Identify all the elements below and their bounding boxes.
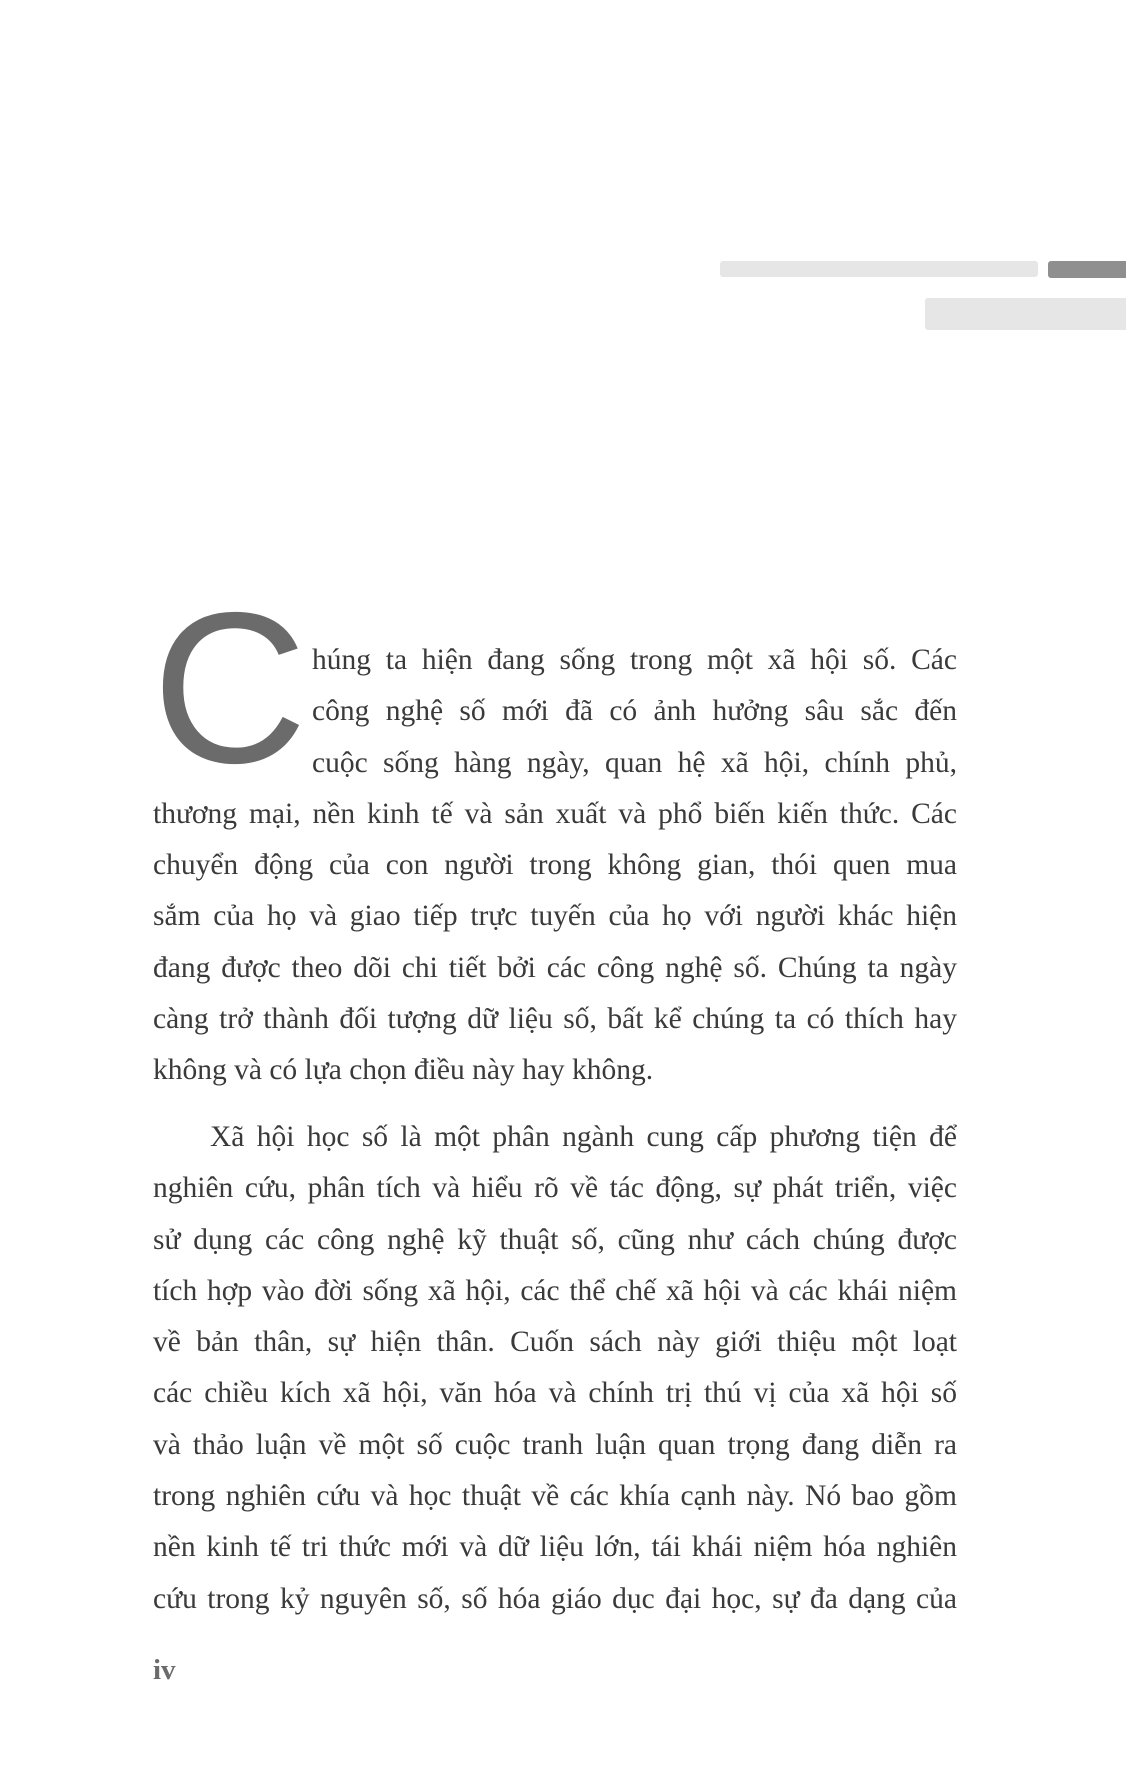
paragraph-line: và thảo luận về một số cuộc tranh luận quan trọng đang diễn ra [153, 1428, 957, 1461]
paragraph-line: càng trở thành đối tượng dữ liệu số, bất kể chúng ta có thích hay [153, 1003, 957, 1036]
paragraph-line: nền kinh tế tri thức mới và dữ liệu lớn, tái khái niệm hóa nghiên [153, 1531, 957, 1564]
paragraph-line: các chiều kích xã hội, văn hóa và chính trị thú vị của xã hội số [153, 1377, 957, 1410]
paragraph-line: cuộc sống hàng ngày, quan hệ xã hội, chính phủ, [312, 746, 957, 779]
page-number: iv [153, 1654, 176, 1686]
paragraph-line: không và có lựa chọn điều này hay không. [153, 1054, 654, 1087]
paragraph-line: công nghệ số mới đã có ảnh hưởng sâu sắc đến [312, 695, 957, 728]
decorative-bar-light-lower [925, 298, 1126, 330]
decorative-bar-light [720, 261, 1038, 277]
paragraph-line: về bản thân, sự hiện thân. Cuốn sách này giới thiệu một loạt [153, 1326, 957, 1359]
paragraph-line: húng ta hiện đang sống trong một xã hội số. Các [312, 644, 957, 676]
paragraph-line: sử dụng các công nghệ kỹ thuật số, cũng như cách chúng được [153, 1223, 957, 1256]
dropcap-letter: C [152, 567, 308, 808]
paragraph-line: thương mại, nền kinh tế và sản xuất và phổ biến kiến thức. Các [153, 797, 957, 830]
decorative-bar-dark [1048, 261, 1126, 278]
paragraph-line: đang được theo dõi chi tiết bởi các công nghệ số. Chúng ta ngày [153, 951, 957, 984]
paragraph-line: nghiên cứu, phân tích và hiểu rõ về tác động, sự phát triển, việc [153, 1172, 957, 1205]
paragraph-1 [153, 635, 957, 1097]
paragraph-line: trong nghiên cứu và học thuật về các khía cạnh này. Nó bao gồm [153, 1480, 957, 1513]
paragraph-2 [153, 1112, 957, 1625]
paragraph-line: chuyển động của con người trong không gian, thói quen mua [153, 849, 957, 882]
paragraph-line: Xã hội học số là một phân ngành cung cấp phương tiện để [210, 1121, 957, 1153]
paragraph-line: cứu trong kỷ nguyên số, số hóa giáo dục đại học, sự đa dạng của [153, 1582, 957, 1615]
paragraph-line: tích hợp vào đời sống xã hội, các thể chế xã hội và các khái niệm [153, 1274, 957, 1307]
paragraph-line: sắm của họ và giao tiếp trực tuyến của họ với người khác hiện [153, 900, 957, 933]
